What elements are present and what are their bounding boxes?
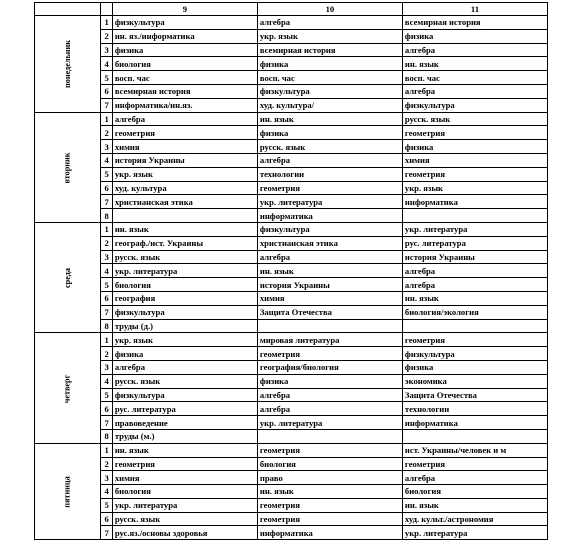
lesson-number: 3: [101, 43, 113, 57]
subject-cell-grade-9: география: [112, 291, 257, 305]
subject-cell-grade-9: укр. литература: [112, 498, 257, 512]
subject-cell-grade-11: технологии: [402, 402, 547, 416]
lesson-row: [35, 388, 548, 402]
subject-cell-grade-10: физкультура: [257, 84, 402, 98]
header-corner: [35, 3, 101, 16]
lesson-number: 5: [101, 71, 113, 85]
subject-cell-grade-9: укр. язык: [112, 333, 257, 347]
subject-cell-grade-9: физика: [112, 347, 257, 361]
subject-cell-grade-9: физкультура: [112, 388, 257, 402]
subject-cell-grade-9: правоведение: [112, 416, 257, 430]
subject-cell-grade-9: русск. язык: [112, 250, 257, 264]
header-grade-9: 9: [112, 3, 257, 16]
subject-cell-grade-9: труды (д.): [112, 319, 257, 333]
subject-cell-grade-10: алгебра: [257, 250, 402, 264]
day-cell: [35, 16, 101, 113]
lesson-row: [35, 471, 548, 485]
subject-cell-grade-9: укр. язык: [112, 167, 257, 181]
subject-cell-grade-10: ин. язык: [257, 112, 402, 126]
subject-cell-grade-9: биология: [112, 485, 257, 499]
lesson-row: [35, 347, 548, 361]
lesson-number: 1: [101, 333, 113, 347]
lesson-number: 5: [101, 498, 113, 512]
lesson-number: 7: [101, 305, 113, 319]
subject-cell-grade-10: геометрия: [257, 181, 402, 195]
lesson-number: 6: [101, 84, 113, 98]
lesson-row: [35, 209, 548, 223]
subject-cell-grade-10: биология: [257, 457, 402, 471]
subject-cell-grade-9: алгебра: [112, 360, 257, 374]
lesson-row: [35, 195, 548, 209]
subject-cell-grade-9: русск. язык: [112, 374, 257, 388]
lesson-number: 6: [101, 402, 113, 416]
subject-cell-grade-9: физкультура: [112, 305, 257, 319]
lesson-number: 7: [101, 195, 113, 209]
subject-cell-grade-11: худ. культ./астрономия: [402, 512, 547, 526]
subject-cell-grade-10: ин. язык: [257, 264, 402, 278]
lesson-number: 6: [101, 512, 113, 526]
subject-cell-grade-10: физкультура: [257, 222, 402, 236]
lesson-number: 2: [101, 29, 113, 43]
lesson-row: [35, 402, 548, 416]
lesson-number: 2: [101, 126, 113, 140]
header-number: [101, 3, 113, 16]
lesson-row: [35, 29, 548, 43]
subject-cell-grade-9: ин. язык: [112, 222, 257, 236]
subject-cell-grade-9: ин. язык: [112, 443, 257, 457]
subject-cell-grade-11: физика: [402, 360, 547, 374]
subject-cell-grade-10: восп. час: [257, 71, 402, 85]
lesson-number: 6: [101, 181, 113, 195]
subject-cell-grade-9: русск. язык: [112, 512, 257, 526]
subject-cell-grade-11: история Украины: [402, 250, 547, 264]
subject-cell-grade-10: право: [257, 471, 402, 485]
subject-cell-grade-10: укр. язык: [257, 29, 402, 43]
lesson-row: [35, 140, 548, 154]
schedule-table: [34, 2, 548, 540]
lesson-row: [35, 374, 548, 388]
subject-cell-grade-11: укр. язык: [402, 181, 547, 195]
lesson-number: 1: [101, 16, 113, 30]
lesson-row: [35, 250, 548, 264]
subject-cell-grade-10: информатика: [257, 526, 402, 540]
subject-cell-grade-9: геометрия: [112, 457, 257, 471]
subject-cell-grade-11: геометрия: [402, 167, 547, 181]
subject-cell-grade-11: восп. час: [402, 71, 547, 85]
subject-cell-grade-10: мировая литература: [257, 333, 402, 347]
header-grade-11: 11: [402, 3, 547, 16]
schedule-body: [35, 16, 548, 540]
subject-cell-grade-11: [402, 429, 547, 443]
subject-cell-grade-10: информатика: [257, 209, 402, 223]
subject-cell-grade-11: рус. литература: [402, 236, 547, 250]
subject-cell-grade-9: восп. час: [112, 71, 257, 85]
lesson-number: 7: [101, 416, 113, 430]
lesson-number: 4: [101, 264, 113, 278]
subject-cell-grade-11: русск. язык: [402, 112, 547, 126]
subject-cell-grade-11: алгебра: [402, 471, 547, 485]
subject-cell-grade-9: химия: [112, 140, 257, 154]
subject-cell-grade-11: ин. язык: [402, 291, 547, 305]
day-cell: [35, 112, 101, 222]
lesson-row: [35, 264, 548, 278]
lesson-number: 3: [101, 140, 113, 154]
subject-cell-grade-10: география/биология: [257, 360, 402, 374]
subject-cell-grade-11: [402, 319, 547, 333]
subject-cell-grade-10: ин. язык: [257, 485, 402, 499]
subject-cell-grade-11: геометрия: [402, 333, 547, 347]
subject-cell-grade-10: физика: [257, 374, 402, 388]
lesson-number: 3: [101, 250, 113, 264]
lesson-row: [35, 360, 548, 374]
subject-cell-grade-11: химия: [402, 153, 547, 167]
subject-cell-grade-11: алгебра: [402, 278, 547, 292]
day-label: четверг: [62, 374, 72, 403]
subject-cell-grade-9: всемирная история: [112, 84, 257, 98]
subject-cell-grade-9: труды (м.): [112, 429, 257, 443]
subject-cell-grade-11: биология/экология: [402, 305, 547, 319]
subject-cell-grade-11: ист. Украины/человек и м: [402, 443, 547, 457]
day-label: вторник: [62, 152, 72, 184]
subject-cell-grade-11: всемирная история: [402, 16, 547, 30]
header-row: [35, 3, 548, 16]
subject-cell-grade-11: физкультура: [402, 98, 547, 112]
subject-cell-grade-11: ин. язык: [402, 57, 547, 71]
lesson-number: 8: [101, 429, 113, 443]
lesson-number: 1: [101, 222, 113, 236]
subject-cell-grade-11: [402, 209, 547, 223]
lesson-row: [35, 222, 548, 236]
lesson-number: 6: [101, 291, 113, 305]
lesson-number: 2: [101, 347, 113, 361]
lesson-row: [35, 16, 548, 30]
subject-cell-grade-10: [257, 319, 402, 333]
subject-cell-grade-10: физика: [257, 57, 402, 71]
subject-cell-grade-9: биология: [112, 57, 257, 71]
day-cell: [35, 333, 101, 443]
subject-cell-grade-9: химия: [112, 471, 257, 485]
day-label: пятница: [62, 476, 72, 508]
lesson-number: 3: [101, 360, 113, 374]
lesson-row: [35, 57, 548, 71]
subject-cell-grade-9: [112, 209, 257, 223]
subject-cell-grade-9: алгебра: [112, 112, 257, 126]
subject-cell-grade-9: физкультура: [112, 16, 257, 30]
lesson-row: [35, 236, 548, 250]
subject-cell-grade-11: биология: [402, 485, 547, 499]
lesson-number: 4: [101, 57, 113, 71]
subject-cell-grade-9: географ./ист. Украины: [112, 236, 257, 250]
lesson-row: [35, 512, 548, 526]
subject-cell-grade-10: геометрия: [257, 512, 402, 526]
lesson-row: [35, 526, 548, 540]
day-label: среда: [62, 268, 72, 289]
lesson-number: 2: [101, 457, 113, 471]
lesson-row: [35, 278, 548, 292]
lesson-number: 4: [101, 485, 113, 499]
schedule-sheet: [34, 2, 548, 540]
subject-cell-grade-10: химия: [257, 291, 402, 305]
lesson-row: [35, 498, 548, 512]
lesson-row: [35, 305, 548, 319]
lesson-number: 1: [101, 443, 113, 457]
lesson-row: [35, 181, 548, 195]
lesson-row: [35, 291, 548, 305]
lesson-number: 4: [101, 374, 113, 388]
subject-cell-grade-10: худ. культура/: [257, 98, 402, 112]
lesson-number: 7: [101, 526, 113, 540]
subject-cell-grade-9: укр. литература: [112, 264, 257, 278]
day-cell: [35, 222, 101, 332]
subject-cell-grade-10: христианская этика: [257, 236, 402, 250]
lesson-row: [35, 98, 548, 112]
lesson-row: [35, 153, 548, 167]
subject-cell-grade-10: алгебра: [257, 16, 402, 30]
subject-cell-grade-11: алгебра: [402, 43, 547, 57]
subject-cell-grade-9: биология: [112, 278, 257, 292]
subject-cell-grade-10: алгебра: [257, 153, 402, 167]
subject-cell-grade-10: укр. литература: [257, 195, 402, 209]
subject-cell-grade-10: всемирная история: [257, 43, 402, 57]
subject-cell-grade-9: геометрия: [112, 126, 257, 140]
subject-cell-grade-11: укр. литература: [402, 222, 547, 236]
subject-cell-grade-11: информатика: [402, 195, 547, 209]
subject-cell-grade-11: алгебра: [402, 264, 547, 278]
subject-cell-grade-11: физика: [402, 29, 547, 43]
subject-cell-grade-9: худ. культура: [112, 181, 257, 195]
subject-cell-grade-9: ин. яз./информатика: [112, 29, 257, 43]
lesson-row: [35, 84, 548, 98]
subject-cell-grade-10: технологии: [257, 167, 402, 181]
lesson-number: 7: [101, 98, 113, 112]
lesson-row: [35, 126, 548, 140]
header-grade-10: 10: [257, 3, 402, 16]
lesson-number: 2: [101, 236, 113, 250]
lesson-number: 5: [101, 388, 113, 402]
subject-cell-grade-11: физика: [402, 140, 547, 154]
subject-cell-grade-10: [257, 429, 402, 443]
lesson-number: 8: [101, 209, 113, 223]
subject-cell-grade-10: русск. язык: [257, 140, 402, 154]
subject-cell-grade-9: история Украины: [112, 153, 257, 167]
subject-cell-grade-10: геометрия: [257, 498, 402, 512]
subject-cell-grade-11: экономика: [402, 374, 547, 388]
subject-cell-grade-10: геометрия: [257, 347, 402, 361]
lesson-number: 1: [101, 112, 113, 126]
lesson-number: 3: [101, 471, 113, 485]
lesson-row: [35, 485, 548, 499]
subject-cell-grade-10: укр. литература: [257, 416, 402, 430]
subject-cell-grade-9: физика: [112, 43, 257, 57]
lesson-row: [35, 443, 548, 457]
subject-cell-grade-10: история Украины: [257, 278, 402, 292]
lesson-row: [35, 71, 548, 85]
subject-cell-grade-11: Защита Отечества: [402, 388, 547, 402]
subject-cell-grade-10: алгебра: [257, 402, 402, 416]
subject-cell-grade-11: геометрия: [402, 126, 547, 140]
lesson-number: 5: [101, 278, 113, 292]
day-label: понедельник: [62, 40, 72, 89]
lesson-row: [35, 457, 548, 471]
subject-cell-grade-11: алгебра: [402, 84, 547, 98]
lesson-row: [35, 429, 548, 443]
lesson-number: 5: [101, 167, 113, 181]
subject-cell-grade-11: укр. литература: [402, 526, 547, 540]
subject-cell-grade-11: физкультура: [402, 347, 547, 361]
subject-cell-grade-9: рус. литература: [112, 402, 257, 416]
lesson-number: 8: [101, 319, 113, 333]
subject-cell-grade-10: алгебра: [257, 388, 402, 402]
subject-cell-grade-11: геометрия: [402, 457, 547, 471]
day-cell: [35, 443, 101, 540]
lesson-row: [35, 333, 548, 347]
lesson-row: [35, 167, 548, 181]
subject-cell-grade-9: рус.яз./основы здоровья: [112, 526, 257, 540]
lesson-number: 4: [101, 153, 113, 167]
subject-cell-grade-10: геометрия: [257, 443, 402, 457]
subject-cell-grade-10: Защита Отечества: [257, 305, 402, 319]
subject-cell-grade-10: физика: [257, 126, 402, 140]
subject-cell-grade-9: информатика/ин.яз.: [112, 98, 257, 112]
subject-cell-grade-11: ин. язык: [402, 498, 547, 512]
lesson-row: [35, 43, 548, 57]
subject-cell-grade-11: информатика: [402, 416, 547, 430]
subject-cell-grade-9: христианская этика: [112, 195, 257, 209]
lesson-row: [35, 112, 548, 126]
lesson-row: [35, 319, 548, 333]
lesson-row: [35, 416, 548, 430]
